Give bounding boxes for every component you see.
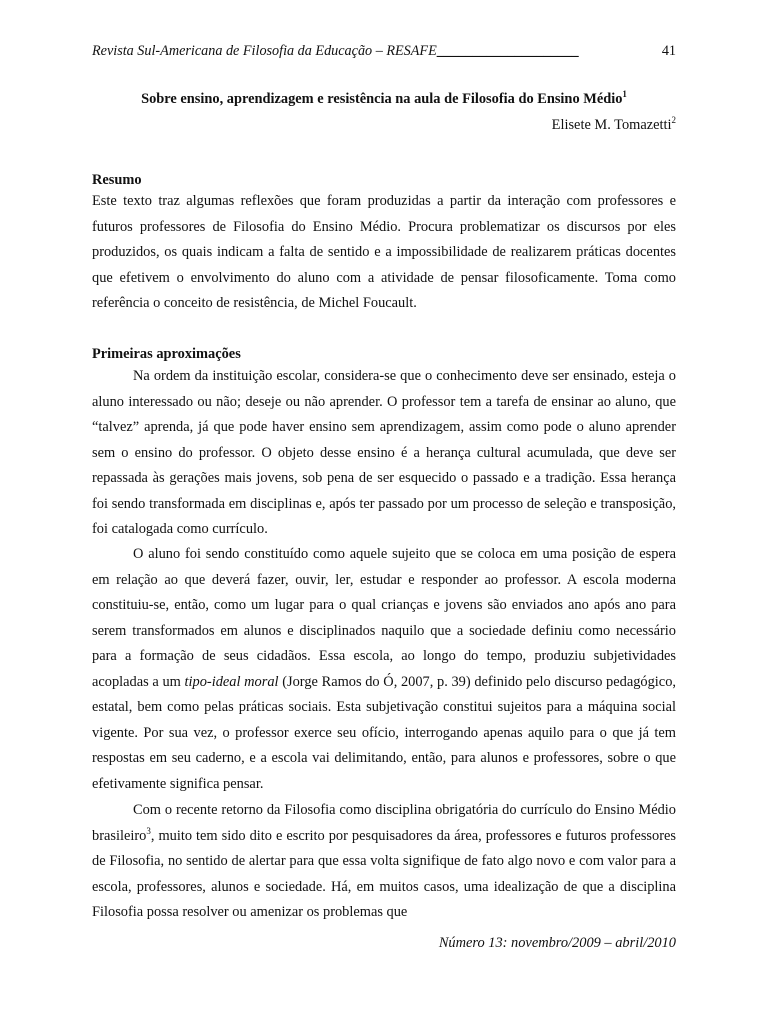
- issue-footer: Número 13: novembro/2009 – abril/2010: [438, 935, 676, 951]
- paragraph-3: [92, 798, 676, 926]
- article-author: [552, 116, 676, 134]
- paragraph-2-start: O aluno foi sendo constituído como aquele sujeito que se coloca em uma posição de espera em relação ao que deverá fazer, ouvir, ler, estudar e responder ao professor. A escola moderna constituiu-se, então, como um lugar para o qual crianças e jovens são enviados ano após ano para serem transformados em alunos e disciplinados naquilo que a sociedade definiu como necessário para a formação de seus cidadãos. Essa escola, ao longo do tempo, produziu subjetividades acopladas a um: [92, 546, 676, 690]
- paragraph-1: Na ordem da instituição escolar, considera-se que o conhecimento deve ser ensinado, esteja o aluno interessado ou não; deseje ou não aprender. O professor tem a tarefa de ensinar ao aluno, que “talvez” aprenda, já que pode haver ensino sem aprendizagem, assim como pode o aluno aprender sem o ensino do professor. O objeto desse ensino é a herança cultural acumulada, que deve ser repassada às gerações mais jovens, sob pena de ser esquecido o passado e a tradição. Essa herança foi sendo transformada em disciplinas e, após ter passado por um processo de seleção e transposição, foi catalogada como currículo.: [92, 368, 676, 537]
- author-name: Elisete M. Tomazetti: [551, 117, 672, 133]
- title-footnote-marker: 1: [622, 89, 627, 100]
- article-title: [92, 90, 676, 108]
- paragraph-3-start: Com o recente retorno da Filosofia como disciplina obrigatória do currículo do Ensino Médio brasileiro: [92, 802, 676, 844]
- page-number: 41: [661, 43, 676, 59]
- section-heading: Primeiras aproximações: [92, 346, 241, 362]
- article-title-text: Sobre ensino, aprendizagem e resistência na aula de Filosofia do Ensino Médio: [141, 91, 623, 107]
- author-footnote-marker: 2: [671, 115, 676, 126]
- paragraph-3-end: , muito tem sido dito e escrito por pesquisadores da área, professores e futuros professores de Filosofia, no sentido de alertar para que essa volta signifique de fato algo novo e com valor para a escola, professores, alunos e sociedade. Há, em muitos casos, uma idealização de que a disciplina Filosofia possa resolver ou amenizar os problemas que: [92, 827, 676, 920]
- abstract-heading: Resumo: [92, 172, 142, 188]
- running-header: [92, 42, 676, 60]
- abstract-text: Este texto traz algumas reflexões que foram produzidas a partir da interação com professores e futuros professores de Filosofia do Ensino Médio. Procura problematizar os discursos por eles produzidos, os quais indicam a falta de sentido e a impossibilidade de realizarem práticas docentes que efetivem o envolvimento do aluno com a atividade de pensar filosoficamente. Toma como referência o conceito de resistência, de Michel Foucault.: [92, 193, 676, 311]
- footnote-3-marker: 3: [146, 825, 151, 836]
- paragraph-2: [92, 542, 676, 797]
- paragraph-2-emphasis: tipo-ideal moral: [184, 673, 279, 690]
- header-rule: ____________________: [436, 43, 579, 59]
- paragraph-2-end: (Jorge Ramos do Ó, 2007, p. 39) definido pelo discurso pedagógico, estatal, bem como pelas práticas sociais. Esta subjetivação constitui sujeitos para a máquina social vigente. Por sua vez, o professor exerce seu ofício, interrogando apenas aquilo para o que já tem respostas em seu caderno, e a escola vai delimitando, então, para alunos e professores, sobre o que efetivamente significa pensar.: [92, 673, 676, 792]
- journal-name: Revista Sul-Americana de Filosofia da Educação – RESAFE: [92, 43, 437, 59]
